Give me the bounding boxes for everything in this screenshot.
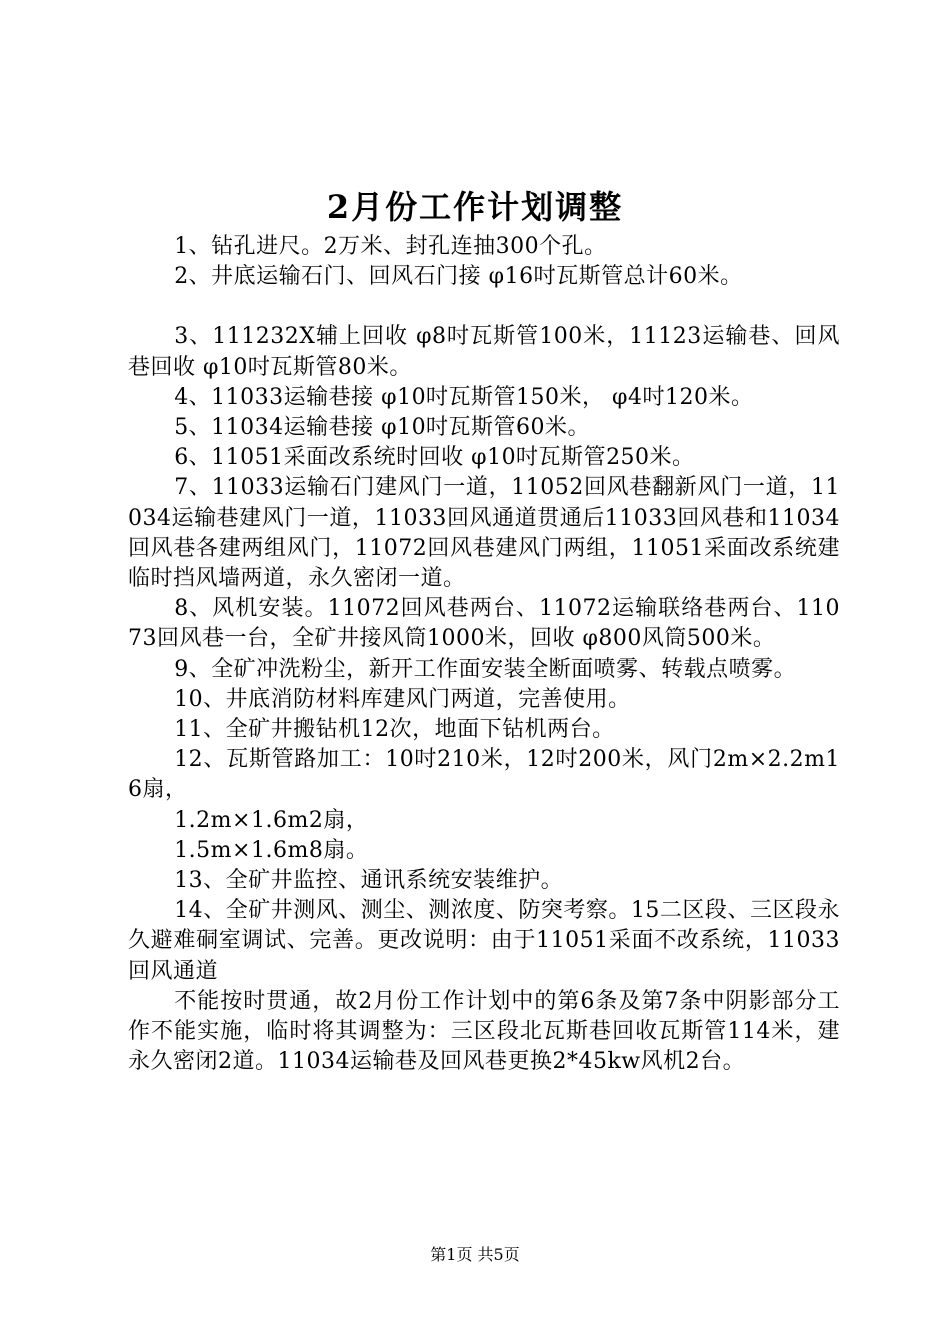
paragraph-item-14: 14、全矿井测风、测尘、测浓度、防突考察。15二区段、三区段永久避难硐室调试、完善。更改说明：由于11051采面不改系统，11033回风通道: [128, 898, 840, 984]
page-title: 2月份工作计划调整: [326, 188, 624, 226]
paragraph-item-6: 6、11051采面改系统时回收 φ10吋瓦斯管250米。: [174, 445, 695, 471]
paragraph-item-5: 5、11034运输巷接 φ10吋瓦斯管60米。: [174, 415, 591, 441]
paragraph-item-10: 10、井底消防材料库建风门两道，完善使用。: [174, 686, 631, 712]
paragraph-item-2: 2、井底运输石门、回风石门接 φ16吋瓦斯管总计60米。: [174, 264, 743, 290]
paragraph-item-12: 12、瓦斯管路加工：10吋210米，12吋200米，风门2m×2.2m16扇，: [128, 747, 840, 803]
paragraph-change-note: 不能按时贯通，故2月份工作计划中的第6条及第7条中阴影部分工作不能实施，临时将其调整为：三区段北瓦斯巷回收瓦斯管114米，建永久密闭2道。11034运输巷及回风巷更换2*45kw风机2台。: [128, 988, 840, 1075]
paragraph-item-1: 1、钻孔进尺。2万米、封孔连抽300个孔。: [174, 234, 607, 259]
page-footer: 第1页 共5页: [430, 1245, 520, 1264]
paragraph-item-9: 9、全矿冲洗粉尘，新开工作面安装全断面喷雾、转载点喷雾。: [174, 656, 797, 682]
paragraph-item-12-cont-b: 1.5m×1.6m8扇。: [174, 837, 369, 863]
paragraph-item-7: 7、11033运输石门建风门一道，11052回风巷翻新风门一道，11034运输巷建风门一道，11033回风通道贯通后11033回风巷和11034回风巷各建两组风门，11072回风巷建风门两组，11051采面改系统建临时挡风墙两道，永久密闭一道。: [128, 475, 840, 592]
paragraph-item-8: 8、风机安装。11072回风巷两台、11072运输联络巷两台、11073回风巷一台，全矿井接风筒1000米，回收 φ800风筒500米。: [128, 596, 840, 652]
paragraph-item-11: 11、全矿井搬钻机12次，地面下钻机两台。: [174, 717, 615, 743]
paragraph-item-12-cont-a: 1.2m×1.6m2扇，: [174, 807, 369, 833]
document-body: [128, 232, 840, 1077]
paragraph-item-3: 3、111232X辅上回收 φ8吋瓦斯管100米，11123运输巷、回风巷回收 φ10吋瓦斯管80米。: [128, 324, 840, 380]
paragraph-item-4: 4、11033运输巷接 φ10吋瓦斯管150米， φ4吋120米。: [174, 384, 754, 410]
paragraph-item-13: 13、全矿井监控、通讯系统安装维护。: [174, 868, 564, 894]
